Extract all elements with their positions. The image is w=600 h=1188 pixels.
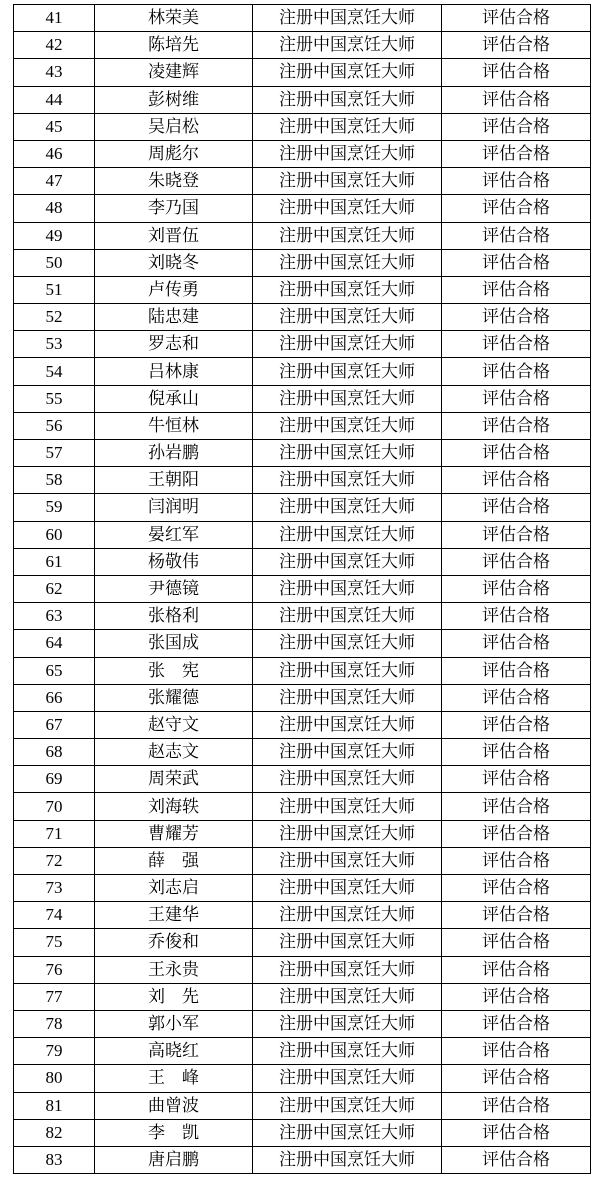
name-cell: 林荣美	[95, 5, 253, 32]
title-cell: 注册中国烹饪大师	[253, 140, 442, 167]
row-number-cell: 83	[14, 1146, 95, 1173]
row-number-cell: 77	[14, 983, 95, 1010]
table-row	[14, 766, 591, 793]
row-number-cell: 76	[14, 956, 95, 983]
title-cell: 注册中国烹饪大师	[253, 1146, 442, 1173]
result-cell: 评估合格	[442, 1119, 591, 1146]
table-row	[14, 304, 591, 331]
result-cell: 评估合格	[442, 412, 591, 439]
table-row	[14, 59, 591, 86]
row-number-cell: 58	[14, 467, 95, 494]
title-cell: 注册中国烹饪大师	[253, 412, 442, 439]
result-cell: 评估合格	[442, 86, 591, 113]
title-cell: 注册中国烹饪大师	[253, 1119, 442, 1146]
result-cell: 评估合格	[442, 1010, 591, 1037]
row-number-cell: 73	[14, 875, 95, 902]
row-number-cell: 81	[14, 1092, 95, 1119]
result-cell: 评估合格	[442, 222, 591, 249]
row-number-cell: 52	[14, 304, 95, 331]
table-row	[14, 113, 591, 140]
row-number-cell: 65	[14, 657, 95, 684]
table-row	[14, 331, 591, 358]
name-cell: 晏红军	[95, 521, 253, 548]
result-cell: 评估合格	[442, 276, 591, 303]
name-cell: 张国成	[95, 630, 253, 657]
row-number-cell: 72	[14, 847, 95, 874]
title-cell: 注册中国烹饪大师	[253, 657, 442, 684]
row-number-cell: 57	[14, 440, 95, 467]
result-cell: 评估合格	[442, 875, 591, 902]
row-number-cell: 82	[14, 1119, 95, 1146]
title-cell: 注册中国烹饪大师	[253, 766, 442, 793]
table-row	[14, 657, 591, 684]
table-row	[14, 548, 591, 575]
title-cell: 注册中国烹饪大师	[253, 548, 442, 575]
name-cell: 张 宪	[95, 657, 253, 684]
title-cell: 注册中国烹饪大师	[253, 902, 442, 929]
result-cell: 评估合格	[442, 331, 591, 358]
row-number-cell: 69	[14, 766, 95, 793]
title-cell: 注册中国烹饪大师	[253, 603, 442, 630]
row-number-cell: 80	[14, 1065, 95, 1092]
row-number-cell: 42	[14, 32, 95, 59]
table-row	[14, 140, 591, 167]
result-cell: 评估合格	[442, 195, 591, 222]
row-number-cell: 53	[14, 331, 95, 358]
title-cell: 注册中国烹饪大师	[253, 467, 442, 494]
table-row	[14, 983, 591, 1010]
row-number-cell: 56	[14, 412, 95, 439]
row-number-cell: 54	[14, 358, 95, 385]
row-number-cell: 50	[14, 249, 95, 276]
name-cell: 陆忠建	[95, 304, 253, 331]
name-cell: 张耀德	[95, 684, 253, 711]
name-cell: 刘志启	[95, 875, 253, 902]
table-row	[14, 929, 591, 956]
name-cell: 刘海轶	[95, 793, 253, 820]
row-number-cell: 61	[14, 548, 95, 575]
name-cell: 赵志文	[95, 739, 253, 766]
result-cell: 评估合格	[442, 1065, 591, 1092]
title-cell: 注册中国烹饪大师	[253, 276, 442, 303]
row-number-cell: 67	[14, 711, 95, 738]
name-cell: 唐启鹏	[95, 1146, 253, 1173]
table-row	[14, 86, 591, 113]
result-cell: 评估合格	[442, 1038, 591, 1065]
row-number-cell: 71	[14, 820, 95, 847]
title-cell: 注册中国烹饪大师	[253, 195, 442, 222]
title-cell: 注册中国烹饪大师	[253, 983, 442, 1010]
title-cell: 注册中国烹饪大师	[253, 1010, 442, 1037]
result-cell: 评估合格	[442, 711, 591, 738]
result-cell: 评估合格	[442, 983, 591, 1010]
title-cell: 注册中国烹饪大师	[253, 86, 442, 113]
result-cell: 评估合格	[442, 902, 591, 929]
result-cell: 评估合格	[442, 929, 591, 956]
name-cell: 倪承山	[95, 385, 253, 412]
title-cell: 注册中国烹饪大师	[253, 684, 442, 711]
result-cell: 评估合格	[442, 548, 591, 575]
name-cell: 杨敬伟	[95, 548, 253, 575]
title-cell: 注册中国烹饪大师	[253, 1038, 442, 1065]
row-number-cell: 66	[14, 684, 95, 711]
result-cell: 评估合格	[442, 575, 591, 602]
table-row	[14, 1092, 591, 1119]
result-cell: 评估合格	[442, 140, 591, 167]
name-cell: 郭小军	[95, 1010, 253, 1037]
result-cell: 评估合格	[442, 249, 591, 276]
title-cell: 注册中国烹饪大师	[253, 5, 442, 32]
result-cell: 评估合格	[442, 113, 591, 140]
title-cell: 注册中国烹饪大师	[253, 494, 442, 521]
table-row	[14, 440, 591, 467]
name-cell: 吕林康	[95, 358, 253, 385]
result-cell: 评估合格	[442, 603, 591, 630]
result-cell: 评估合格	[442, 168, 591, 195]
name-cell: 吴启松	[95, 113, 253, 140]
result-cell: 评估合格	[442, 820, 591, 847]
title-cell: 注册中国烹饪大师	[253, 630, 442, 657]
result-cell: 评估合格	[442, 847, 591, 874]
name-cell: 乔俊和	[95, 929, 253, 956]
title-cell: 注册中国烹饪大师	[253, 249, 442, 276]
result-cell: 评估合格	[442, 385, 591, 412]
result-cell: 评估合格	[442, 521, 591, 548]
result-cell: 评估合格	[442, 739, 591, 766]
result-cell: 评估合格	[442, 684, 591, 711]
row-number-cell: 46	[14, 140, 95, 167]
table-row	[14, 32, 591, 59]
row-number-cell: 55	[14, 385, 95, 412]
title-cell: 注册中国烹饪大师	[253, 59, 442, 86]
row-number-cell: 78	[14, 1010, 95, 1037]
name-cell: 薛 强	[95, 847, 253, 874]
table-row	[14, 276, 591, 303]
title-cell: 注册中国烹饪大师	[253, 304, 442, 331]
result-cell: 评估合格	[442, 657, 591, 684]
title-cell: 注册中国烹饪大师	[253, 739, 442, 766]
table-row	[14, 467, 591, 494]
title-cell: 注册中国烹饪大师	[253, 847, 442, 874]
table-row	[14, 684, 591, 711]
table-row	[14, 5, 591, 32]
title-cell: 注册中国烹饪大师	[253, 440, 442, 467]
table-row	[14, 739, 591, 766]
name-cell: 王 峰	[95, 1065, 253, 1092]
name-cell: 李 凯	[95, 1119, 253, 1146]
result-cell: 评估合格	[442, 59, 591, 86]
table-row	[14, 793, 591, 820]
result-cell: 评估合格	[442, 1092, 591, 1119]
row-number-cell: 41	[14, 5, 95, 32]
name-cell: 牛恒林	[95, 412, 253, 439]
row-number-cell: 49	[14, 222, 95, 249]
title-cell: 注册中国烹饪大师	[253, 331, 442, 358]
title-cell: 注册中国烹饪大师	[253, 820, 442, 847]
row-number-cell: 70	[14, 793, 95, 820]
result-cell: 评估合格	[442, 304, 591, 331]
title-cell: 注册中国烹饪大师	[253, 956, 442, 983]
table-row	[14, 603, 591, 630]
table-row	[14, 222, 591, 249]
result-cell: 评估合格	[442, 467, 591, 494]
row-number-cell: 60	[14, 521, 95, 548]
name-cell: 彭树维	[95, 86, 253, 113]
table-row	[14, 575, 591, 602]
row-number-cell: 68	[14, 739, 95, 766]
table-row	[14, 875, 591, 902]
title-cell: 注册中国烹饪大师	[253, 875, 442, 902]
result-cell: 评估合格	[442, 494, 591, 521]
name-cell: 赵守文	[95, 711, 253, 738]
roster-table-body	[14, 5, 591, 1174]
name-cell: 李乃国	[95, 195, 253, 222]
name-cell: 刘晋伍	[95, 222, 253, 249]
result-cell: 评估合格	[442, 32, 591, 59]
name-cell: 周荣武	[95, 766, 253, 793]
roster-table-container	[13, 4, 590, 1174]
name-cell: 孙岩鹏	[95, 440, 253, 467]
result-cell: 评估合格	[442, 956, 591, 983]
name-cell: 刘 先	[95, 983, 253, 1010]
title-cell: 注册中国烹饪大师	[253, 1065, 442, 1092]
result-cell: 评估合格	[442, 793, 591, 820]
result-cell: 评估合格	[442, 358, 591, 385]
name-cell: 王朝阳	[95, 467, 253, 494]
row-number-cell: 59	[14, 494, 95, 521]
name-cell: 罗志和	[95, 331, 253, 358]
title-cell: 注册中国烹饪大师	[253, 32, 442, 59]
row-number-cell: 48	[14, 195, 95, 222]
table-row	[14, 494, 591, 521]
roster-table	[13, 4, 591, 1174]
title-cell: 注册中国烹饪大师	[253, 385, 442, 412]
name-cell: 曹耀芳	[95, 820, 253, 847]
name-cell: 刘晓冬	[95, 249, 253, 276]
row-number-cell: 47	[14, 168, 95, 195]
name-cell: 凌建辉	[95, 59, 253, 86]
table-row	[14, 1038, 591, 1065]
result-cell: 评估合格	[442, 440, 591, 467]
title-cell: 注册中国烹饪大师	[253, 793, 442, 820]
name-cell: 张格利	[95, 603, 253, 630]
name-cell: 陈培先	[95, 32, 253, 59]
table-row	[14, 1065, 591, 1092]
name-cell: 高晓红	[95, 1038, 253, 1065]
row-number-cell: 63	[14, 603, 95, 630]
row-number-cell: 45	[14, 113, 95, 140]
table-row	[14, 412, 591, 439]
result-cell: 评估合格	[442, 5, 591, 32]
table-row	[14, 630, 591, 657]
result-cell: 评估合格	[442, 766, 591, 793]
result-cell: 评估合格	[442, 1146, 591, 1173]
title-cell: 注册中国烹饪大师	[253, 113, 442, 140]
title-cell: 注册中国烹饪大师	[253, 521, 442, 548]
title-cell: 注册中国烹饪大师	[253, 929, 442, 956]
title-cell: 注册中国烹饪大师	[253, 1092, 442, 1119]
table-row	[14, 820, 591, 847]
title-cell: 注册中国烹饪大师	[253, 575, 442, 602]
row-number-cell: 44	[14, 86, 95, 113]
name-cell: 朱晓登	[95, 168, 253, 195]
name-cell: 尹德镜	[95, 575, 253, 602]
name-cell: 周彪尔	[95, 140, 253, 167]
name-cell: 曲曾波	[95, 1092, 253, 1119]
table-row	[14, 195, 591, 222]
name-cell: 卢传勇	[95, 276, 253, 303]
table-row	[14, 1119, 591, 1146]
title-cell: 注册中国烹饪大师	[253, 711, 442, 738]
name-cell: 王建华	[95, 902, 253, 929]
name-cell: 闫润明	[95, 494, 253, 521]
title-cell: 注册中国烹饪大师	[253, 168, 442, 195]
row-number-cell: 43	[14, 59, 95, 86]
table-row	[14, 1010, 591, 1037]
table-row	[14, 358, 591, 385]
table-row	[14, 956, 591, 983]
title-cell: 注册中国烹饪大师	[253, 358, 442, 385]
table-row	[14, 847, 591, 874]
row-number-cell: 74	[14, 902, 95, 929]
row-number-cell: 75	[14, 929, 95, 956]
row-number-cell: 64	[14, 630, 95, 657]
title-cell: 注册中国烹饪大师	[253, 222, 442, 249]
row-number-cell: 62	[14, 575, 95, 602]
name-cell: 王永贵	[95, 956, 253, 983]
table-row	[14, 521, 591, 548]
row-number-cell: 51	[14, 276, 95, 303]
table-row	[14, 1146, 591, 1173]
row-number-cell: 79	[14, 1038, 95, 1065]
table-row	[14, 711, 591, 738]
result-cell: 评估合格	[442, 630, 591, 657]
table-row	[14, 902, 591, 929]
table-row	[14, 249, 591, 276]
table-row	[14, 168, 591, 195]
table-row	[14, 385, 591, 412]
